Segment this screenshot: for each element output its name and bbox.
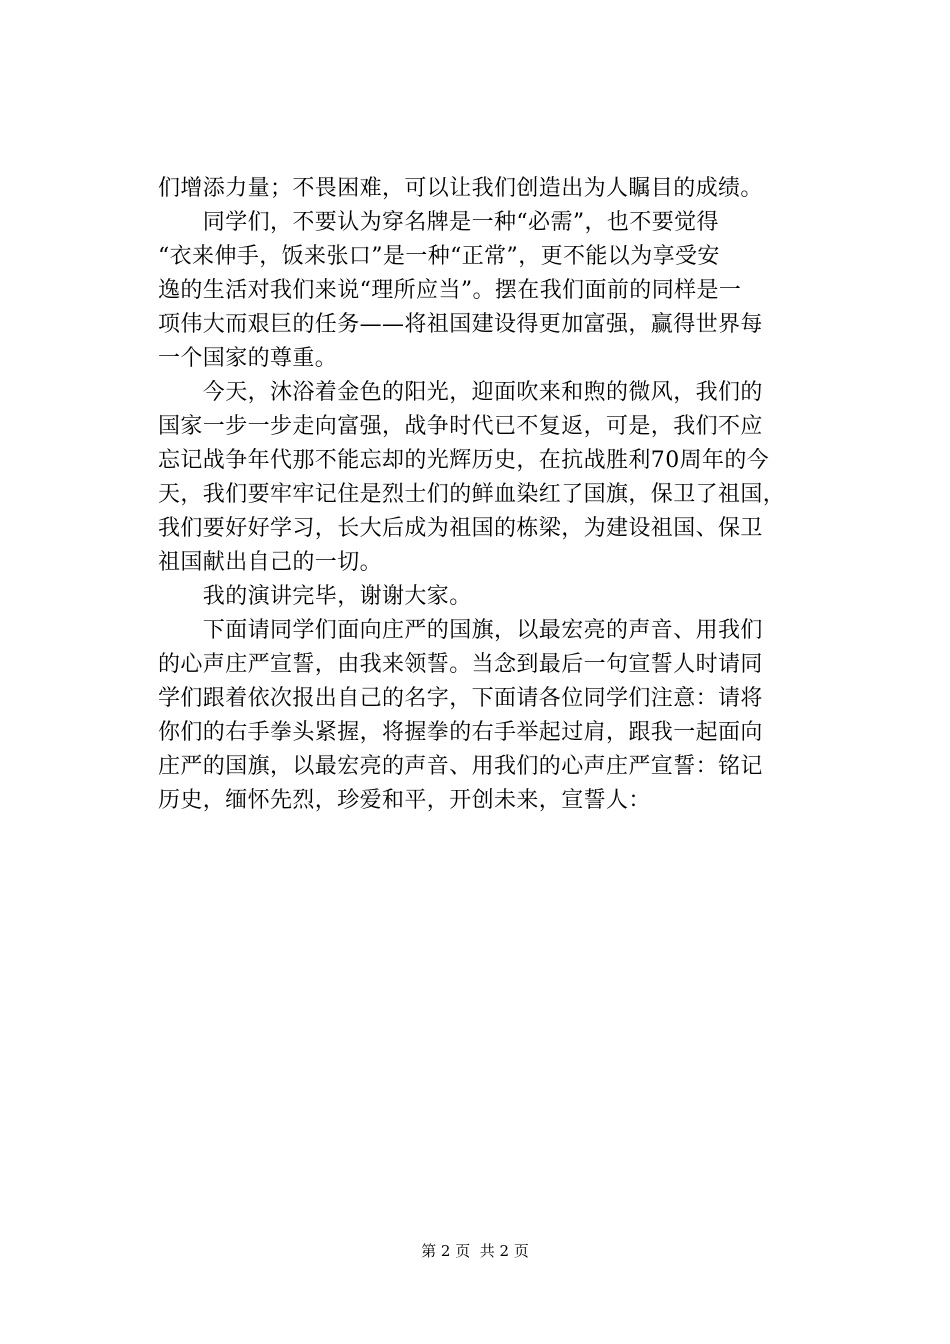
- text-line: 一个国家的尊重。: [158, 346, 338, 371]
- text-line: 下面请同学们面向庄严的国旗，以最宏亮的声音、用我们: [158, 618, 763, 643]
- text-line: 你们的右手拳头紧握，将握拳的右手举起过肩，跟我一起面向: [158, 720, 763, 745]
- text-line: 逸的生活对我们来说“理所应当”。摆在我们面前的同样是一: [158, 278, 742, 303]
- text-line: 的心声庄严宣誓，由我来领誓。当念到最后一句宣誓人时请同: [158, 652, 763, 677]
- text-line: 项伟大而艰巨的任务——将祖国建设得更加富强，赢得世界每: [158, 312, 763, 337]
- text-line: 庄严的国旗，以最宏亮的声音、用我们的心声庄严宣誓：铭记: [158, 754, 763, 779]
- text-line: 历史，缅怀先烈，珍爱和平，开创未来，宣誓人：: [158, 788, 651, 813]
- text-line: 我们要好好学习，长大后成为祖国的栋梁，为建设祖国、保卫: [158, 516, 763, 541]
- text-line: 我的演讲完毕，谢谢大家。: [158, 584, 472, 609]
- text-line: 天，我们要牢牢记住是烈士们的鲜血染红了国旗，保卫了祖国，: [158, 482, 786, 507]
- document-body: [158, 172, 848, 818]
- text-line: 学们跟着依次报出自己的名字，下面请各位同学们注意：请将: [158, 686, 763, 711]
- text-line: 们增添力量；不畏困难，可以让我们创造出为人瞩目的成绩。: [158, 176, 763, 201]
- text-line: 同学们，不要认为穿名牌是一种“必需”，也不要觉得: [158, 210, 719, 235]
- text-line: 忘记战争年代那不能忘却的光辉历史，在抗战胜利70周年的今: [158, 448, 770, 473]
- text-line: “衣来伸手，饭来张口”是一种“正常”，更不能以为享受安: [158, 244, 720, 269]
- text-line: 祖国献出自己的一切。: [158, 550, 383, 575]
- text-line: 国家一步一步走向富强，战争时代已不复返，可是，我们不应: [158, 414, 763, 439]
- text-line: 今天，沐浴着金色的阳光，迎面吹来和煦的微风，我们的: [158, 380, 763, 405]
- page-number-footer: 第 2 页 共 2 页: [421, 1242, 529, 1260]
